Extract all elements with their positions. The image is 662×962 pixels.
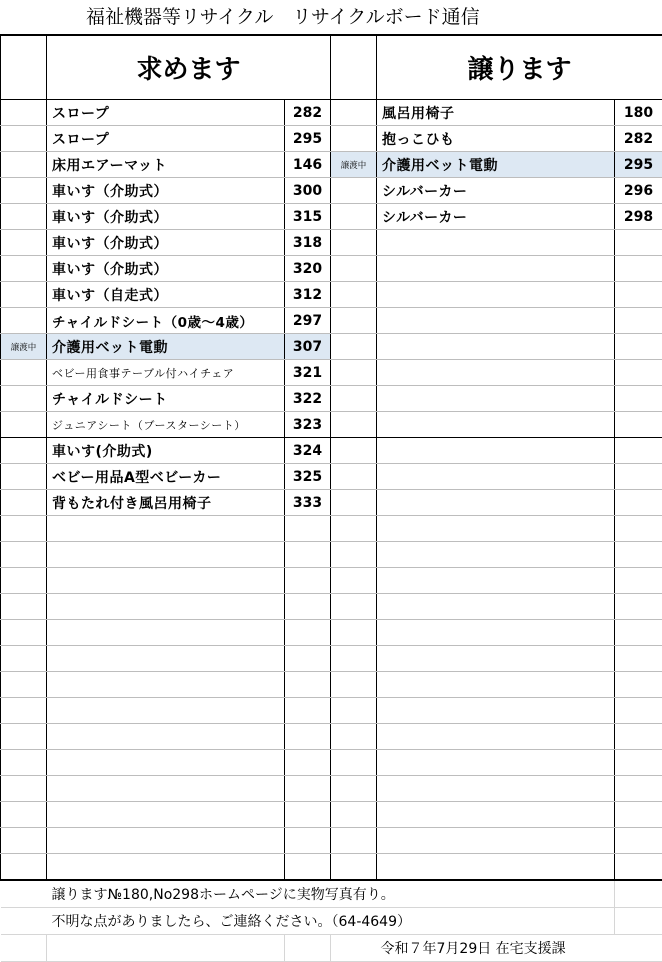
wanted-item-name: [47, 750, 285, 776]
offered-item-name: [377, 776, 615, 802]
offered-item-name: [377, 386, 615, 412]
wanted-status-badge: [1, 464, 47, 490]
offered-item-number: 298: [615, 204, 662, 230]
offered-item-name: 風呂用椅子: [377, 100, 615, 126]
table-row: [1, 802, 662, 828]
offered-status-badge: [331, 438, 377, 464]
footer-blank: [615, 880, 662, 908]
offered-status-badge: 譲渡中: [331, 152, 377, 178]
offered-item-name: [377, 464, 615, 490]
wanted-item-name: チャイルドシート: [47, 386, 285, 412]
offered-item-name: シルバーカー: [377, 204, 615, 230]
wanted-item-number: 307: [285, 334, 331, 360]
offered-item-name: [377, 854, 615, 881]
offered-item-name: [377, 360, 615, 386]
offered-item-number: [615, 516, 662, 542]
wanted-item-number: [285, 828, 331, 854]
table-row: [1, 438, 662, 464]
wanted-status-badge: [1, 178, 47, 204]
table-row: [1, 464, 662, 490]
footer-blank: [615, 908, 662, 935]
wanted-item-number: 320: [285, 256, 331, 282]
footer-note-contact: 不明な点がありましたら、ご連絡ください。（64-4649）: [47, 908, 615, 935]
wanted-item-name: 車いす（介助式）: [47, 230, 285, 256]
table-row: [1, 776, 662, 802]
offered-item-name: [377, 594, 615, 620]
offered-item-number: [615, 438, 662, 464]
wanted-status-badge: 譲渡中: [1, 334, 47, 360]
offered-status-badge: [331, 802, 377, 828]
offered-item-number: [615, 282, 662, 308]
offered-status-badge: [331, 672, 377, 698]
wanted-status-badge: [1, 646, 47, 672]
offered-status-badge: [331, 256, 377, 282]
offered-item-name: [377, 698, 615, 724]
wanted-item-number: [285, 724, 331, 750]
wanted-item-name: 車いす（介助式）: [47, 178, 285, 204]
wanted-item-number: 282: [285, 100, 331, 126]
table-row: [1, 490, 662, 516]
wanted-item-name: [47, 802, 285, 828]
wanted-item-number: [285, 594, 331, 620]
offered-item-number: [615, 750, 662, 776]
offered-status-badge: [331, 568, 377, 594]
offered-status-badge: [331, 542, 377, 568]
table-row: [1, 178, 662, 204]
table-row: [1, 334, 662, 360]
footer-credit: 令和７年7月29日 在宅支援課: [377, 935, 662, 962]
wanted-item-name: [47, 698, 285, 724]
table-row: [1, 204, 662, 230]
table-row: [1, 698, 662, 724]
footer-row: [1, 908, 662, 935]
wanted-item-number: [285, 750, 331, 776]
wanted-item-number: [285, 802, 331, 828]
offered-item-name: [377, 672, 615, 698]
offered-status-badge: [331, 620, 377, 646]
wanted-item-name: [47, 776, 285, 802]
wanted-status-badge: [1, 854, 47, 881]
offered-item-number: [615, 308, 662, 334]
offered-item-name: 介護用ベット電動: [377, 152, 615, 178]
wanted-status-badge: [1, 750, 47, 776]
wanted-item-number: [285, 620, 331, 646]
offered-item-name: [377, 230, 615, 256]
table-row: [1, 516, 662, 542]
wanted-item-name: [47, 542, 285, 568]
footer-note-photos: 譲ります№180,No298ホームページに実物写真有り。: [47, 880, 615, 908]
offered-status-badge: [331, 594, 377, 620]
wanted-item-name: チャイルドシート（0歳～4歳）: [47, 308, 285, 334]
offered-status-badge: [331, 334, 377, 360]
offered-item-number: [615, 724, 662, 750]
wanted-status-badge: [1, 568, 47, 594]
table-row: [1, 568, 662, 594]
offered-item-name: 抱っこひも: [377, 126, 615, 152]
offered-status-badge: [331, 308, 377, 334]
footer-blank: [1, 908, 47, 935]
offered-item-number: [615, 828, 662, 854]
offered-item-number: [615, 412, 662, 438]
wanted-item-name: ベビー用食事テーブル付ハイチェア: [47, 360, 285, 386]
wanted-status-badge: [1, 698, 47, 724]
offered-item-number: [615, 594, 662, 620]
table-row: [1, 646, 662, 672]
wanted-item-number: 325: [285, 464, 331, 490]
wanted-status-badge: [1, 828, 47, 854]
offered-item-name: [377, 724, 615, 750]
page-title-text: 福祉機器等リサイクル リサイクルボード通信: [86, 0, 480, 34]
table-row: [1, 828, 662, 854]
wanted-status-badge: [1, 802, 47, 828]
footer-blank: [1, 880, 47, 908]
offered-status-badge: [331, 750, 377, 776]
wanted-item-name: [47, 620, 285, 646]
offered-item-number: 282: [615, 126, 662, 152]
wanted-item-number: 297: [285, 308, 331, 334]
wanted-status-badge: [1, 776, 47, 802]
status-column-header: [1, 35, 47, 100]
offered-status-badge: [331, 230, 377, 256]
wanted-item-name: 床用エアーマット: [47, 152, 285, 178]
wanted-item-number: 322: [285, 386, 331, 412]
footer-row: [1, 935, 662, 962]
wanted-item-name: 背もたれ付き風呂用椅子: [47, 490, 285, 516]
table-row: [1, 308, 662, 334]
offered-item-number: [615, 386, 662, 412]
wanted-status-badge: [1, 126, 47, 152]
footer-blank: [285, 935, 331, 962]
table-row: [1, 594, 662, 620]
offered-item-name: [377, 438, 615, 464]
wanted-status-badge: [1, 672, 47, 698]
offered-item-number: 180: [615, 100, 662, 126]
offered-item-name: [377, 308, 615, 334]
offered-status-badge: [331, 490, 377, 516]
offered-status-badge: [331, 386, 377, 412]
wanted-item-name: スロープ: [47, 100, 285, 126]
wanted-item-number: [285, 568, 331, 594]
offered-item-number: [615, 698, 662, 724]
table-row: [1, 360, 662, 386]
offered-status-badge: [331, 178, 377, 204]
offered-item-number: [615, 802, 662, 828]
table-row: [1, 386, 662, 412]
offered-item-name: [377, 542, 615, 568]
table-row: [1, 672, 662, 698]
wanted-status-badge: [1, 724, 47, 750]
wanted-status-badge: [1, 386, 47, 412]
wanted-item-name: 車いす（介助式）: [47, 204, 285, 230]
wanted-item-number: [285, 646, 331, 672]
wanted-item-name: [47, 854, 285, 881]
offered-status-badge: [331, 204, 377, 230]
wanted-item-number: 300: [285, 178, 331, 204]
wanted-status-badge: [1, 256, 47, 282]
table-row: [1, 100, 662, 126]
offered-status-badge: [331, 646, 377, 672]
offered-status-badge: [331, 360, 377, 386]
wanted-status-badge: [1, 438, 47, 464]
table-row: [1, 126, 662, 152]
table-row: [1, 412, 662, 438]
wanted-item-name: 車いす(介助式): [47, 438, 285, 464]
table-row: [1, 542, 662, 568]
wanted-item-number: 333: [285, 490, 331, 516]
wanted-item-name: スロープ: [47, 126, 285, 152]
offered-item-number: [615, 334, 662, 360]
wanted-status-badge: [1, 100, 47, 126]
wanted-item-name: [47, 724, 285, 750]
wanted-item-name: 車いす（自走式）: [47, 282, 285, 308]
table-row: [1, 750, 662, 776]
offered-status-badge: [331, 828, 377, 854]
wanted-status-badge: [1, 490, 47, 516]
offered-item-number: [615, 854, 662, 881]
wanted-item-number: 312: [285, 282, 331, 308]
offered-item-name: [377, 750, 615, 776]
status-column-header: [331, 35, 377, 100]
table-row: [1, 620, 662, 646]
offered-item-name: [377, 490, 615, 516]
offered-status-badge: [331, 724, 377, 750]
table-row: [1, 230, 662, 256]
table-row: [1, 854, 662, 881]
offered-item-name: [377, 828, 615, 854]
offered-item-number: [615, 672, 662, 698]
offered-status-badge: [331, 282, 377, 308]
offered-item-number: [615, 490, 662, 516]
footer-blank: [47, 935, 285, 962]
offered-item-number: 295: [615, 152, 662, 178]
offered-item-number: [615, 776, 662, 802]
wanted-status-badge: [1, 204, 47, 230]
offered-item-number: [615, 230, 662, 256]
wanted-item-number: [285, 854, 331, 881]
wanted-item-number: 324: [285, 438, 331, 464]
wanted-heading: 求めます: [47, 35, 331, 100]
offered-heading: 譲ります: [377, 35, 662, 100]
wanted-status-badge: [1, 516, 47, 542]
wanted-status-badge: [1, 308, 47, 334]
wanted-item-number: 146: [285, 152, 331, 178]
offered-item-name: [377, 516, 615, 542]
wanted-status-badge: [1, 360, 47, 386]
wanted-item-name: 介護用ベット電動: [47, 334, 285, 360]
offered-status-badge: [331, 412, 377, 438]
wanted-item-number: 315: [285, 204, 331, 230]
page-title: [0, 0, 662, 34]
wanted-item-name: [47, 828, 285, 854]
wanted-item-name: [47, 672, 285, 698]
offered-status-badge: [331, 464, 377, 490]
offered-item-name: [377, 334, 615, 360]
footer-blank: [1, 935, 47, 962]
offered-item-name: [377, 802, 615, 828]
wanted-status-badge: [1, 152, 47, 178]
wanted-item-number: 321: [285, 360, 331, 386]
wanted-item-number: 318: [285, 230, 331, 256]
recycle-board-table: [0, 34, 662, 962]
wanted-status-badge: [1, 620, 47, 646]
wanted-item-name: [47, 646, 285, 672]
offered-item-name: シルバーカー: [377, 178, 615, 204]
offered-item-number: [615, 568, 662, 594]
wanted-status-badge: [1, 412, 47, 438]
table-row: [1, 724, 662, 750]
wanted-status-badge: [1, 230, 47, 256]
wanted-item-number: [285, 542, 331, 568]
table-row: [1, 256, 662, 282]
wanted-item-name: [47, 516, 285, 542]
offered-item-name: [377, 620, 615, 646]
wanted-item-number: [285, 698, 331, 724]
header-row: [1, 35, 662, 100]
offered-item-name: [377, 412, 615, 438]
offered-status-badge: [331, 516, 377, 542]
wanted-item-number: [285, 516, 331, 542]
offered-item-name: [377, 568, 615, 594]
offered-status-badge: [331, 854, 377, 881]
wanted-item-name: [47, 594, 285, 620]
offered-status-badge: [331, 100, 377, 126]
offered-item-name: [377, 646, 615, 672]
offered-item-number: [615, 620, 662, 646]
offered-item-number: [615, 360, 662, 386]
offered-item-name: [377, 282, 615, 308]
offered-status-badge: [331, 126, 377, 152]
wanted-item-number: [285, 776, 331, 802]
footer-row: [1, 880, 662, 908]
wanted-item-name: [47, 568, 285, 594]
footer-blank: [331, 935, 377, 962]
table-row: [1, 152, 662, 178]
wanted-item-name: ジュニアシート（ブースターシート）: [47, 412, 285, 438]
wanted-status-badge: [1, 282, 47, 308]
offered-status-badge: [331, 698, 377, 724]
wanted-item-number: [285, 672, 331, 698]
offered-status-badge: [331, 776, 377, 802]
offered-item-number: [615, 256, 662, 282]
wanted-status-badge: [1, 542, 47, 568]
wanted-item-number: 323: [285, 412, 331, 438]
wanted-item-name: 車いす（介助式）: [47, 256, 285, 282]
table-row: [1, 282, 662, 308]
offered-item-name: [377, 256, 615, 282]
offered-item-number: [615, 464, 662, 490]
wanted-item-name: ベビー用品A型ベビーカー: [47, 464, 285, 490]
wanted-status-badge: [1, 594, 47, 620]
offered-item-number: 296: [615, 178, 662, 204]
offered-item-number: [615, 542, 662, 568]
wanted-item-number: 295: [285, 126, 331, 152]
offered-item-number: [615, 646, 662, 672]
